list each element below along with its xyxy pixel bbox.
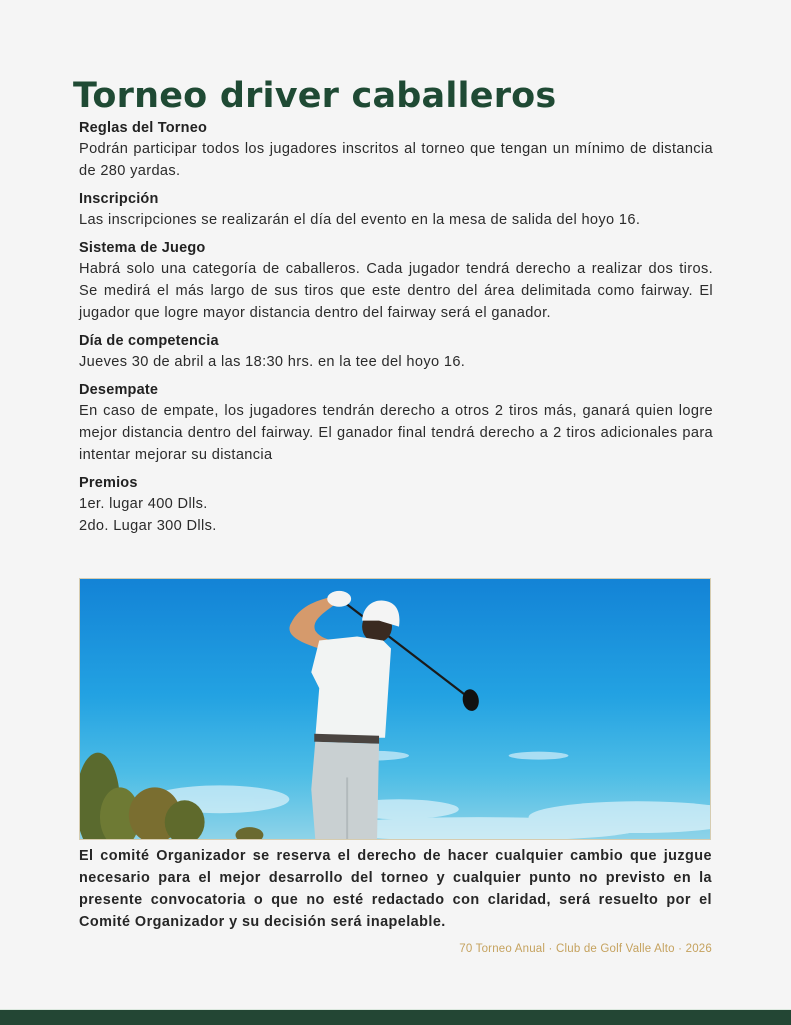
section-game-system bbox=[79, 238, 713, 324]
section-heading: Día de competencia bbox=[79, 333, 219, 349]
golfer-glove bbox=[327, 591, 351, 607]
section-text: Habrá solo una categoría de caballeros. Cada jugador tendrá derecho a realizar dos tiros. Se medirá el más largo de sus tiros que este dentro del área delimitada como fairway. El jugador que logre mayor distancia dentro del fairway será el ganador. bbox=[79, 261, 713, 321]
bottom-bar bbox=[0, 1009, 791, 1025]
prize-first: 1er. lugar 400 Dlls. bbox=[79, 496, 208, 512]
prize-second: 2do. Lugar 300 Dlls. bbox=[79, 518, 217, 534]
section-text: En caso de empate, los jugadores tendrán derecho a otros 2 tiros más, ganará quien logre mejor distancia dentro del fairway. El ganador final tendrá derecho a 2 tiros adicionales para intentar mejorar su distancia bbox=[79, 403, 713, 463]
section-heading: Premios bbox=[79, 475, 138, 491]
section-rules bbox=[79, 118, 713, 182]
golfer-illustration bbox=[80, 579, 710, 839]
section-text: Podrán participar todos los jugadores inscritos al torneo que tengan un mínimo de distancia de 280 yardas. bbox=[79, 141, 713, 179]
section-heading: Inscripción bbox=[79, 191, 159, 207]
footer-credit: 70 Torneo Anual · Club de Golf Valle Alto · 2026 bbox=[459, 943, 712, 955]
page-title: Torneo driver caballeros bbox=[73, 76, 557, 116]
section-competition-day bbox=[79, 331, 713, 373]
golfer-shirt bbox=[311, 637, 391, 738]
golfer-photo bbox=[79, 578, 711, 840]
section-heading: Desempate bbox=[79, 382, 159, 398]
document-body bbox=[73, 74, 713, 544]
golfer-trousers bbox=[311, 742, 379, 839]
section-registration bbox=[79, 189, 713, 231]
section-text: Jueves 30 de abril a las 18:30 hrs. en la tee del hoyo 16. bbox=[79, 354, 466, 370]
section-heading: Reglas del Torneo bbox=[79, 120, 208, 136]
section-prizes bbox=[79, 473, 713, 537]
section-text: Las inscripciones se realizarán el día del evento en la mesa de salida del hoyo 16. bbox=[79, 212, 641, 228]
section-heading: Sistema de Juego bbox=[79, 240, 206, 256]
organizer-disclaimer: El comité Organizador se reserva el derecho de hacer cualquier cambio que juzgue necesario para el mejor desarrollo del torneo y cualquier punto no previsto en la presente convocatoria o que no esté redactado con claridad, será resuelto por el Comité Organizador y su decisión será inapelable. bbox=[79, 848, 712, 930]
section-tiebreak bbox=[79, 380, 713, 466]
